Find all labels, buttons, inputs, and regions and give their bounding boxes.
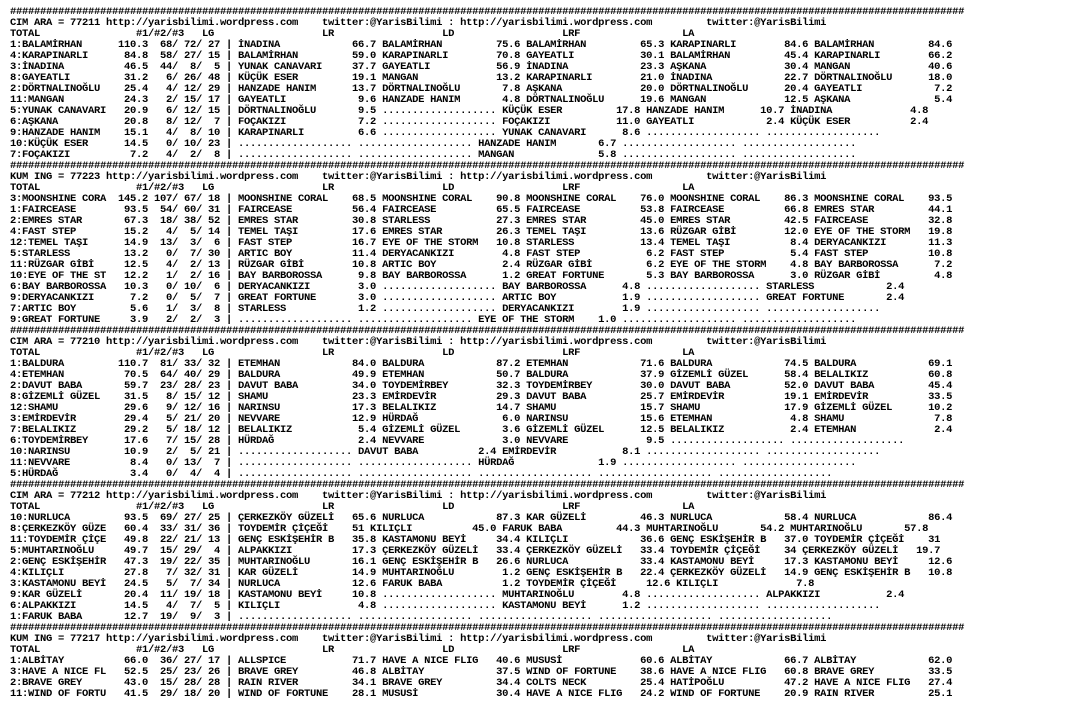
text-line: 10:NURLUCA 93.5 69/ 27/ 25 | ÇERKEZKÖY GÜZELİ 65.6 NURLUCA 87.3 KAR GÜZELİ 46.3 NURLUCA 58.4 NURLUCA 86.4	[10, 512, 953, 524]
text-line: TOTAL #1/#2/#3 LG LR LD LRF LA	[10, 347, 695, 359]
text-line: 11:RÜZGAR GİBİ 12.5 4/ 2/ 13 | RÜZGAR GİBİ 10.8 ARTIC BOY 2.4 RÜZGAR GİBİ 6.2 EYE OF THE STORM 4.8 BAY BARBOROSSA 7.2	[10, 259, 953, 271]
text-line: TOTAL #1/#2/#3 LG LR LD LRF LA	[10, 28, 695, 40]
text-line: 2:DÖRTNALINOĞLU 25.4 4/ 12/ 29 | HANZADE HANIM 13.7 DÖRTNALINOĞLU 7.8 AŞKANA 20.0 DÖRTNALINOĞLU 20.4 GAYEATLI 7.2	[10, 83, 953, 95]
text-line: 11:NEVVARE 8.4 0/ 13/ 7 | ................... ................... HÜRDAĞ 1.9 ................... ...................	[10, 457, 857, 469]
text-line: 1:FAIRCEASE 93.5 54/ 60/ 31 | FAIRCEASE 56.4 FAIRCEASE 65.5 FAIRCEASE 53.8 FAIRCEASE 66.8 EMRES STAR 44.1	[10, 204, 953, 216]
text-line: 8:GAYEATLI 31.2 6/ 26/ 48 | KÜÇÜK ESER 19.1 MANGAN 13.2 KARAPINARLI 21.0 İNADINA 22.7 DÖRTNALINOĞLU 18.0	[10, 72, 953, 84]
text-line: CIM ARA = 77210 http://yarisbilimi.wordpress.com twitter:@YarisBilimi : http://yarisbilimi.wordpress.com twitter:@YarisBilimi	[10, 336, 827, 348]
text-line: 7:ARTIC BOY 5.6 1/ 3/ 8 | STARLESS 1.2 ................... DERYACANKIZI 1.9 ................... ...................	[10, 303, 881, 315]
text-line: TOTAL #1/#2/#3 LG LR LD LRF LA	[10, 501, 695, 513]
text-line: 1:ALBİTAY 66.0 36/ 27/ 17 | ALLSPICE 71.7 HAVE A NICE FLIG 40.6 MUSUSİ 60.6 ALBİTAY 66.7 ALBİTAY 62.0	[10, 655, 953, 667]
text-line: 6:TOYDEMİRBEY 17.6 7/ 15/ 28 | HÜRDAĞ 2.4 NEVVARE 3.0 NEVVARE 9.5 ................... ...................	[10, 435, 905, 447]
text-line: 5:MUHTARINOĞLU 49.7 15/ 29/ 4 | ALPAKKIZI 17.3 ÇERKEZKÖY GÜZELİ 33.4 ÇERKEZKÖY GÜZELİ 33.4 TOYDEMİR ÇİÇEĞİ 34 ÇERKEZKÖY GÜZELİ 19.7	[10, 545, 941, 557]
text-line: 3:EMİRDEVİR 29.4 5/ 21/ 20 | NEVVARE 12.9 HÜRDAĞ 6.0 NARINSU 15.6 ETEMHAN 4.8 SHAMU 7.8	[10, 413, 953, 425]
text-line: 3:İNADINA 46.5 44/ 8/ 5 | YUNAK CANAVARI 37.7 GAYEATLI 56.9 İNADINA 23.3 AŞKANA 30.4 MANGAN 40.6	[10, 61, 953, 73]
text-line: 7:FOÇAKIZI 7.2 4/ 2/ 8 | ................... ................... MANGAN 5.8 ................... ...................	[10, 149, 857, 161]
text-line: 2:BRAVE GREY 43.0 15/ 28/ 28 | RAIN RIVER 34.1 BRAVE GREY 34.4 COLTS NECK 25.4 HATİPOĞLU 47.2 HAVE A NICE FLIG 27.4	[10, 677, 953, 689]
text-line: 8:GİZEMLİ GÜZEL 31.5 8/ 15/ 12 | SHAMU 23.3 EMİRDEVİR 29.3 DAVUT BABA 25.7 EMİRDEVİR 19.1 EMİRDEVİR 33.5	[10, 391, 953, 403]
text-line: KUM ING = 77223 http://yarisbilimi.wordpress.com twitter:@YarisBilimi : http://yarisbilimi.wordpress.com twitter:@YarisBilimi	[10, 171, 827, 183]
text-line: 2:EMRES STAR 67.3 18/ 38/ 52 | EMRES STAR 30.8 STARLESS 27.3 EMRES STAR 45.0 EMRES STAR 42.5 FAIRCEASE 32.8	[10, 215, 953, 227]
text-line: 9:HANZADE HANIM 15.1 4/ 8/ 10 | KARAPINARLI 6.6 ................... YUNAK CANAVARI 8.6 ................... ...................	[10, 127, 881, 139]
separator-line: ###############################################################################################################################################################	[10, 622, 965, 634]
text-line: 11:WIND OF FORTU 41.5 29/ 18/ 20 | WIND OF FORTUNE 28.1 MUSUSİ 30.4 HAVE A NICE FLIG 24.2 WIND OF FORTUNE 20.9 RAIN RIVER 25.1	[10, 688, 953, 700]
text-line: 1:BALDURA 110.7 81/ 33/ 32 | ETEMHAN 84.0 BALDURA 87.2 ETEMHAN 71.6 BALDURA 74.5 BALDURA 69.1	[10, 358, 953, 370]
text-line: 2:DAVUT BABA 59.7 23/ 28/ 23 | DAVUT BABA 34.0 TOYDEMİRBEY 32.3 TOYDEMİRBEY 30.0 DAVUT BABA 52.0 DAVUT BABA 45.4	[10, 380, 953, 392]
text-line: 1:BALAMİRHAN 110.3 68/ 72/ 27 | İNADINA 66.7 BALAMİRHAN 75.6 BALAMİRHAN 65.3 KARAPINARLI 84.6 BALAMİRHAN 84.6	[10, 39, 953, 51]
text-line: 6:BAY BARBOROSSA 10.3 0/ 10/ 6 | DERYACANKIZI 3.0 ................... BAY BARBOROSSA 4.8 ................... STARLESS 2.4	[10, 281, 905, 293]
race-stats-document	[10, 7, 964, 700]
text-line: 3:KASTAMONU BEYİ 24.5 5/ 7/ 34 | NURLUCA 12.6 FARUK BABA 1.2 TOYDEMİR ÇİÇEĞİ 12.6 KILIÇLI 7.8	[10, 578, 815, 590]
text-line: 5:STARLESS 13.2 0/ 7/ 30 | ARTIC BOY 11.4 DERYACANKIZI 4.8 FAST STEP 6.2 FAST STEP 5.4 FAST STEP 10.8	[10, 248, 953, 260]
text-line: 10:NARINSU 10.9 2/ 5/ 21 | ................... DAVUT BABA 2.4 EMİRDEVİR 8.1 ................... ...................	[10, 446, 881, 458]
text-line: 3:MOONSHINE CORA 145.2 107/ 67/ 18 | MOONSHINE CORAL 68.5 MOONSHINE CORAL 90.8 MOONSHINE CORAL 76.0 MOONSHINE CORAL 86.3 MOONSHINE CORAL 93.5	[10, 193, 953, 205]
text-line: 8:ÇERKEZKÖY GÜZE 60.4 33/ 31/ 36 | TOYDEMİR ÇİÇEĞİ 51 KILIÇLI 45.0 FARUK BABA 44.3 MUHTARINOĞLU 54.2 MUHTARINOĞLU 57.8	[10, 523, 929, 535]
text-line: 4:ETEMHAN 70.5 64/ 40/ 29 | BALDURA 49.9 ETEMHAN 50.7 BALDURA 37.9 GİZEMLİ GÜZEL 58.4 BELALIKIZ 60.8	[10, 369, 953, 381]
separator-line: ###############################################################################################################################################################	[10, 160, 965, 172]
separator-line: ###############################################################################################################################################################	[10, 6, 965, 18]
text-line: TOTAL #1/#2/#3 LG LR LD LRF LA	[10, 182, 695, 194]
text-line: CIM ARA = 77211 http://yarisbilimi.wordpress.com twitter:@YarisBilimi : http://yarisbilimi.wordpress.com twitter:@YarisBilimi	[10, 17, 827, 29]
text-line: 4:KILIÇLI 27.8 7/ 32/ 31 | KAR GÜZELİ 14.9 MUHTARINOĞLU 1.2 GENÇ ESKİŞEHİR B 22.4 ÇERKEZKÖY GÜZELİ 14.9 GENÇ ESKİŞEHİR B 10.8	[10, 567, 953, 579]
text-line: 4:KARAPINARLI 84.8 58/ 27/ 15 | BALAMİRHAN 59.0 KARAPINARLI 70.8 GAYEATLI 30.1 BALAMİRHAN 45.4 KARAPINARLI 66.2	[10, 50, 953, 62]
text-line: 11:MANGAN 24.3 2/ 15/ 17 | GAYEATLI 9.6 HANZADE HANIM 4.8 DÖRTNALINOĞLU 19.6 MANGAN 12.5 AŞKANA 5.4	[10, 94, 953, 106]
text-line: 2:GENÇ ESKİŞEHİR 47.3 19/ 22/ 35 | MUHTARINOĞLU 16.1 GENÇ ESKİŞEHİR B 26.6 NURLUCA 33.4 KASTAMONU BEYİ 17.3 KASTAMONU BEYİ 12.6	[10, 556, 953, 568]
text-line: 6:ALPAKKIZI 14.5 4/ 7/ 5 | KILIÇLI 4.8 ................... KASTAMONU BEYİ 1.2 ................... ...................	[10, 600, 881, 612]
text-line: 1:FARUK BABA 12.7 19/ 9/ 3 | ................... ................... ................... ................... ...................	[10, 611, 833, 623]
text-line: KUM ING = 77217 http://yarisbilimi.wordpress.com twitter:@YarisBilimi : http://yarisbilimi.wordpress.com twitter:@YarisBilimi	[10, 633, 827, 645]
text-line: 9:DERYACANKIZI 7.2 0/ 5/ 7 | GREAT FORTUNE 3.0 ................... ARTIC BOY 1.9 ................... GREAT FORTUNE 2.4	[10, 292, 905, 304]
text-line: TOTAL #1/#2/#3 LG LR LD LRF LA	[10, 644, 695, 656]
text-line: 9:KAR GÜZELİ 20.4 11/ 19/ 18 | KASTAMONU BEYİ 10.8 ................... MUHTARINOĞLU 4.8 ................... ALPAKKIZI 2.4	[10, 589, 905, 601]
text-line: 3:HAVE A NICE FL 52.5 25/ 23/ 26 | BRAVE GREY 46.8 ALBİTAY 37.5 WIND OF FORTUNE 38.6 HAVE A NICE FLIG 60.8 BRAVE GREY 33.5	[10, 666, 953, 678]
text-line: 10:KÜÇÜK ESER 14.5 0/ 10/ 23 | ................... ................... HANZADE HANIM 6.7 ................... ...................	[10, 138, 857, 150]
text-line: 9:GREAT FORTUNE 3.9 2/ 2/ 3 | ................... ................... EYE OF THE STORM 1.0 ................... ...................	[10, 314, 857, 326]
text-line: 5:YUNAK CANAVARI 20.9 6/ 12/ 15 | DÖRTNALINOĞLU 9.5 ................... KÜÇÜK ESER 17.8 HANZADE HANIM 10.7 İNADINA 4.8	[10, 105, 929, 117]
text-line: 11:TOYDEMİR ÇİÇE 49.8 22/ 21/ 13 | GENÇ ESKİŞEHİR B 35.8 KASTAMONU BEYİ 34.4 KILIÇLI 36.6 GENÇ ESKİŞEHİR B 37.0 TOYDEMİR ÇİÇEĞİ 31	[10, 534, 941, 546]
text-line: 5:HÜRDAĞ 3.4 0/ 4/ 4 | ................... ................... ................... ................... ...................	[10, 468, 833, 480]
text-line: 7:BELALIKIZ 29.2 5/ 18/ 12 | BELALIKIZ 5.4 GİZEMLİ GÜZEL 3.6 GİZEMLİ GÜZEL 12.5 BELALIKIZ 2.4 ETEMHAN 2.4	[10, 424, 953, 436]
text-line: 4:FAST STEP 15.2 4/ 5/ 14 | TEMEL TAŞI 17.6 EMRES STAR 26.3 TEMEL TAŞI 13.6 RÜZGAR GİBİ 12.0 EYE OF THE STORM 19.8	[10, 226, 953, 238]
text-line: 12:TEMEL TAŞI 14.9 13/ 3/ 6 | FAST STEP 16.7 EYE OF THE STORM 10.8 STARLESS 13.4 TEMEL TAŞI 8.4 DERYACANKIZI 11.3	[10, 237, 953, 249]
text-line: 12:SHAMU 29.6 9/ 12/ 16 | NARINSU 17.3 BELALIKIZ 14.7 SHAMU 15.7 SHAMU 17.9 GİZEMLİ GÜZEL 10.2	[10, 402, 953, 414]
separator-line: ###############################################################################################################################################################	[10, 325, 965, 337]
text-line: 10:EYE OF THE ST 12.2 1/ 2/ 16 | BAY BARBOROSSA 9.8 BAY BARBOROSSA 1.2 GREAT FORTUNE 5.3 BAY BARBOROSSA 3.0 RÜZGAR GİBİ 4.8	[10, 270, 953, 282]
text-line: 6:AŞKANA 20.8 8/ 12/ 7 | FOÇAKIZI 7.2 ................... FOÇAKIZI 11.0 GAYEATLI 2.4 KÜÇÜK ESER 2.4	[10, 116, 929, 128]
text-line: CIM ARA = 77212 http://yarisbilimi.wordpress.com twitter:@YarisBilimi : http://yarisbilimi.wordpress.com twitter:@YarisBilimi	[10, 490, 827, 502]
separator-line: ###############################################################################################################################################################	[10, 479, 965, 491]
